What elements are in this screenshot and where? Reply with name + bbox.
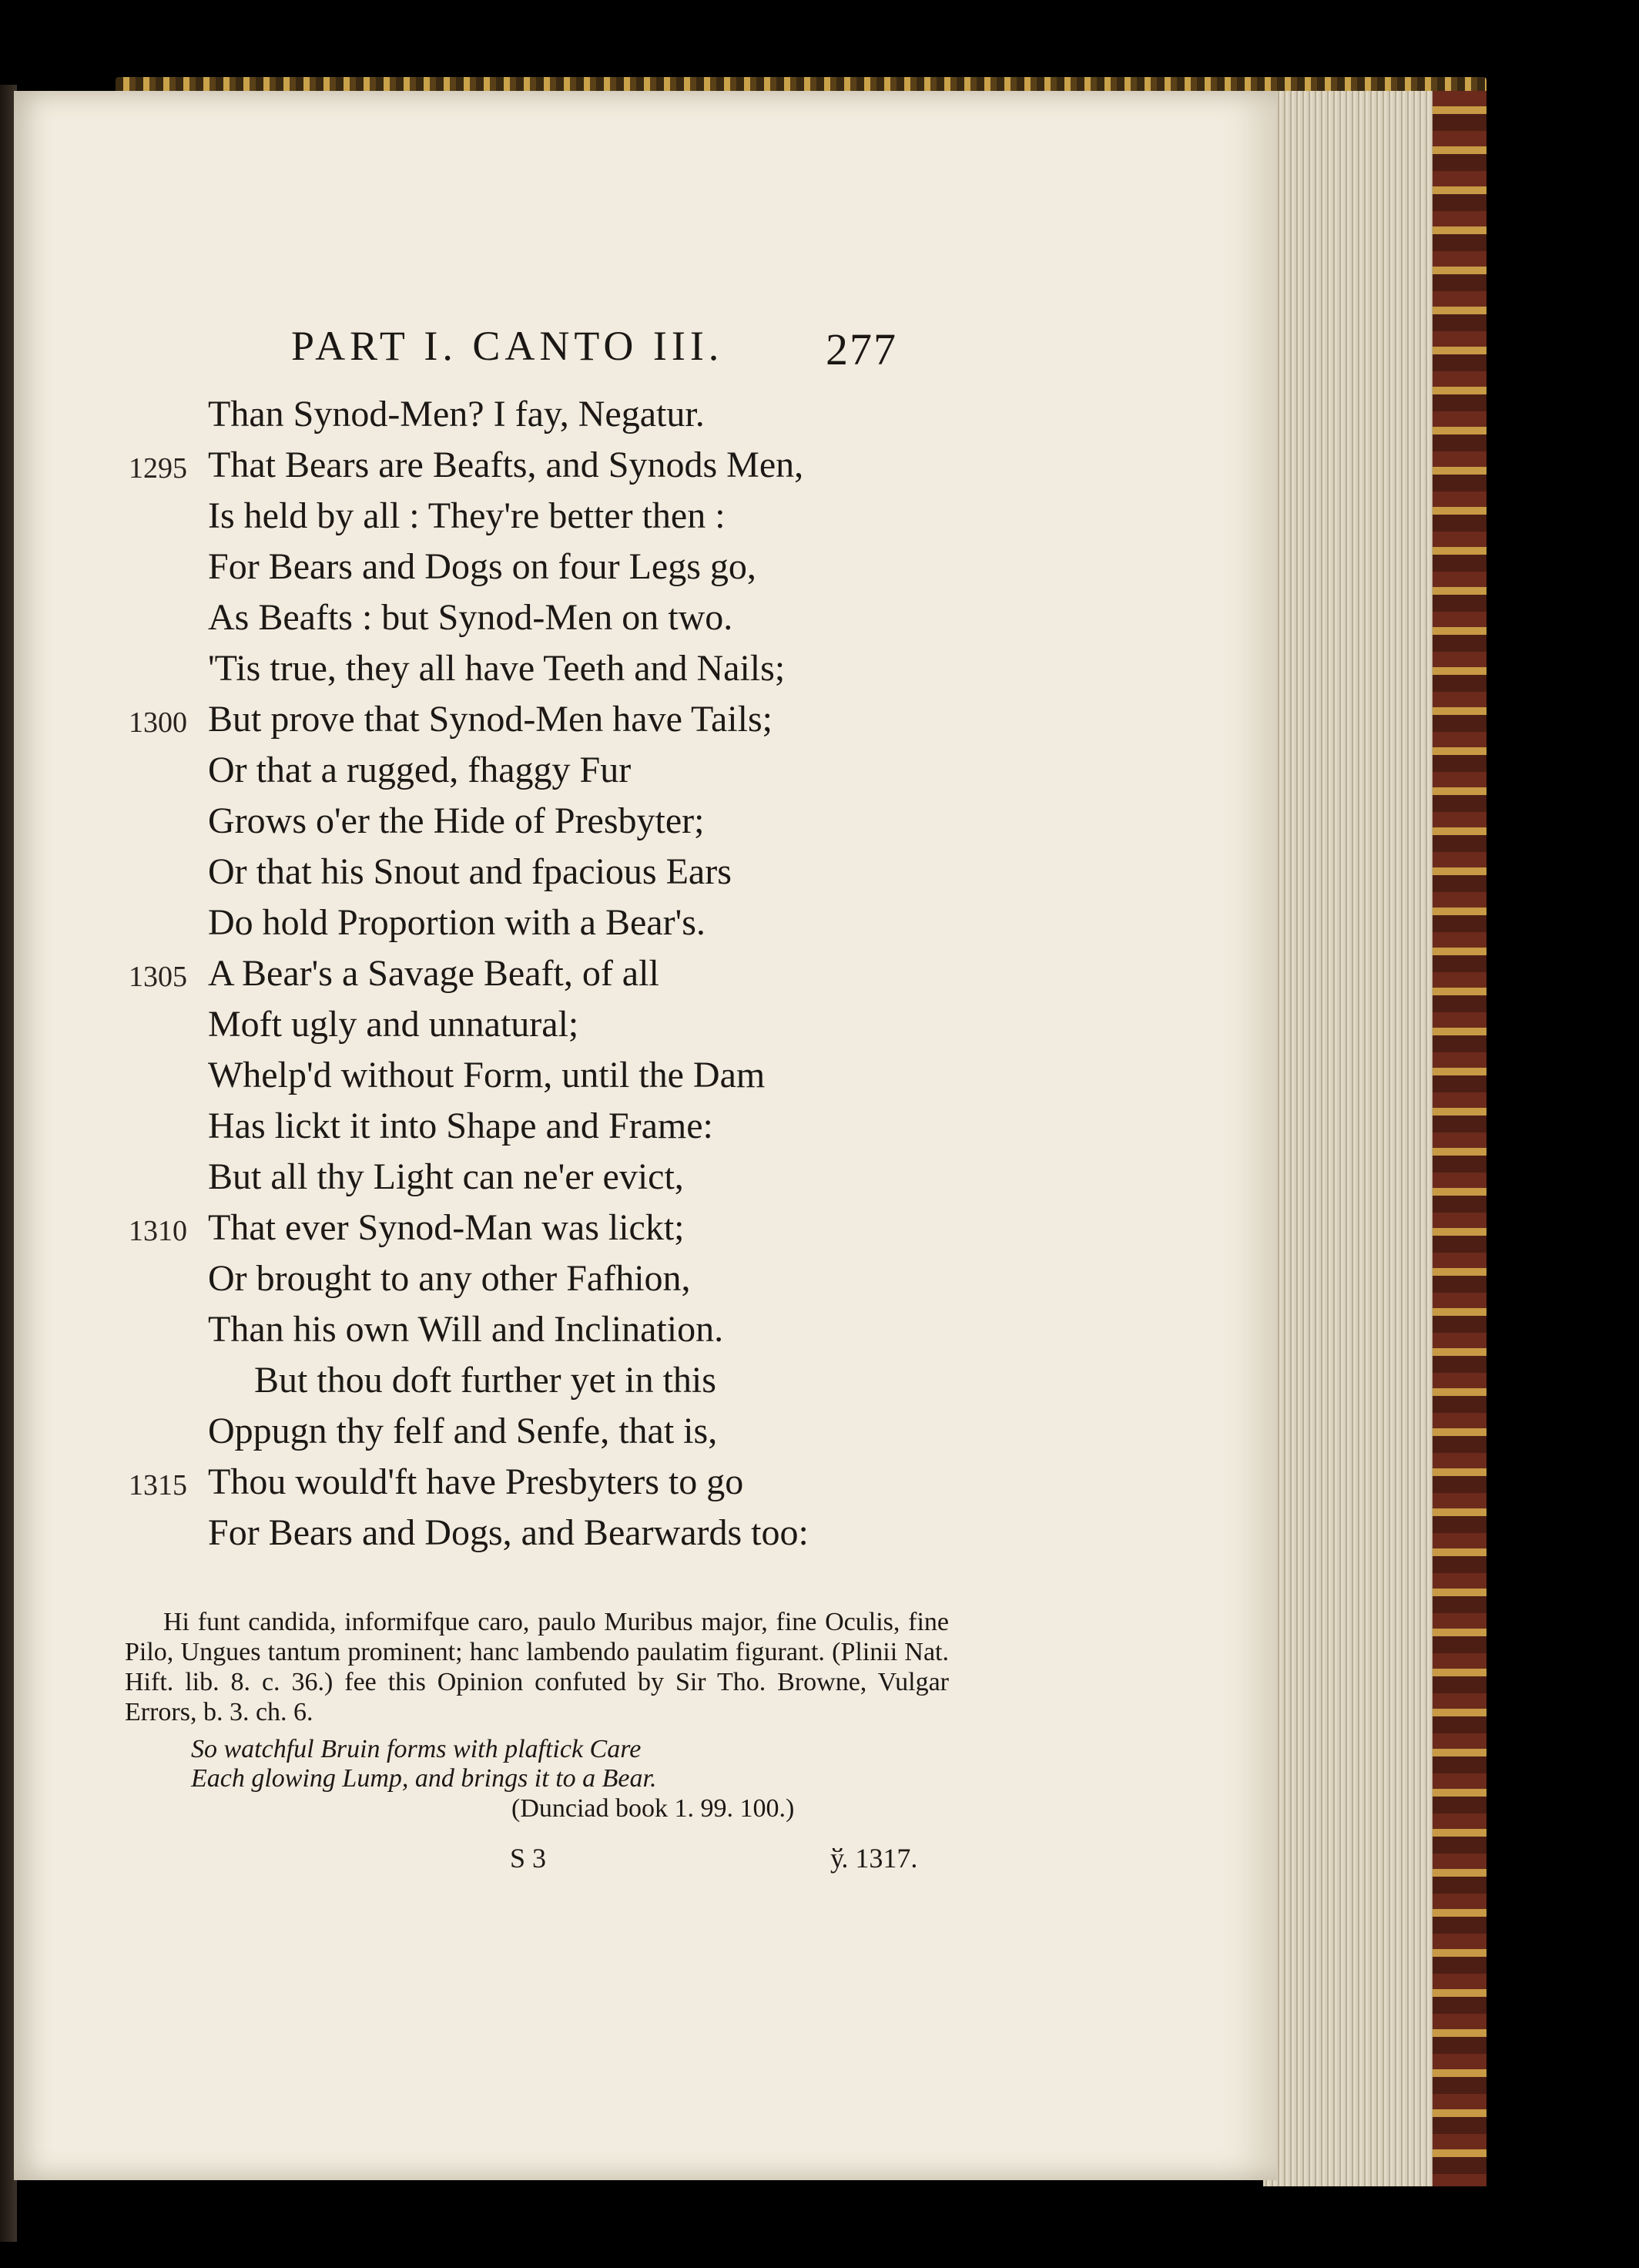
running-head-title: PART I. CANTO III. [291, 323, 724, 369]
page-block-edges [1263, 91, 1448, 2186]
footnote-quote [191, 1735, 949, 1793]
catchword: ў. 1317. [830, 1843, 918, 1874]
line-number: 1315 [129, 1469, 187, 1501]
line-number: 1305 [129, 961, 187, 993]
footnote-paragraph: Hi funt candida, informifque caro, paulo Muribus major, fine Oculis, fine Pilo, Ungues tantum prominent; hanc lambendo paulatim figurant. (Plinii Nat. Hift. lib. 8. c. 36.) fee this Opinion confuted by Sir Tho. Browne, Vulgar Errors, b. 3. ch. 6. [125, 1608, 949, 1726]
signature-mark: S 3 [510, 1843, 547, 1874]
page-number: 277 [826, 324, 897, 374]
line-number: 1295 [129, 452, 187, 485]
line-number: 1310 [129, 1215, 187, 1247]
line-number: 1300 [129, 706, 187, 739]
footnote-block [125, 1607, 949, 1823]
quote-line: Each glowing Lump, and brings it to a Bear. [191, 1764, 657, 1793]
footnote-citation: (Dunciad book 1. 99. 100.) [511, 1794, 795, 1823]
book-cover-gilt-edge [1433, 91, 1486, 2186]
quote-line: So watchful Bruin forms with plaftick Care [191, 1735, 642, 1763]
